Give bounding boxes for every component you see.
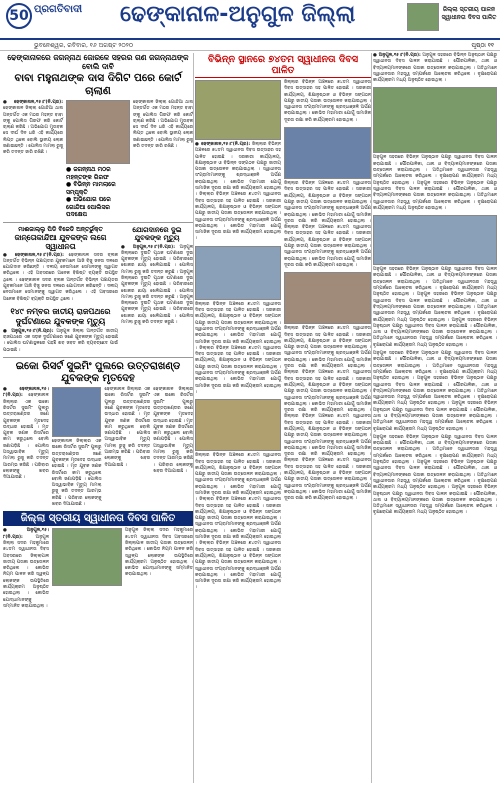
lead-bullet: ● ଜଗନ୍ନାଥ ମଠର ମହନ୍ତଙ୍କ ଗିରଫ [66,166,111,181]
newspaper-name: ପ୍ରଗତିବାଦୀ [34,4,83,15]
centre2-headline: ଯୋଗଦାନରେ ଦୁଇ ଯୁବକଙ୍କ ମୃତ୍ୟୁ [132,225,182,242]
district-text: ଅନୁଗୁଳ ଜିଲ୍ଲା ସଦର ମହକୁମାରେ ୭୪ତମ ସ୍ୱାଧୀନତା ଦିବସ ଅବସରରେ ଜିଲ୍ଲାପାଳ ଜାତୀୟ ପତାକା ଉତ୍ତୋଳନ କରିଥିଲେ । କୋଭିଡ ନିୟମ ପାଳନ କରି ସ୍ୱଳ୍ପ ଲୋକଙ୍କ ଉପସ୍ଥିତିରେ କାର୍ଯ୍ୟକ୍ରମ ଅନୁଷ୍ଠିତ ହୋଇଥିଲା । କୋଭିଡ ଯୋଦ୍ଧାମାନଙ୍କୁ ସମ୍ମାନିତ କରାଯାଇଥିଲା । [3,534,49,609]
column-rule [193,53,194,783]
eco-text: ଢେଙ୍କାନାଳ ଜିଲ୍ଲାର ଏକ ଇକୋ ରିସର୍ଟର ସୁଇମିଂ ପୁଲରୁ ଉତ୍ତରାଖଣ୍ଡର ଜଣେ ଯୁବକଙ୍କ ମୃତଦେହ ଉଦ୍ଧାର ହୋଇଛି । ମୃତ ଯୁବକ ଜଣକ ରିସର୍ଟରେ କାମ କରୁଥିଲେ ବୋଲି ଜଣାପଡ଼ିଛି । ପୋଲିସ ଅସ୍ୱାଭାବିକ ମୃତ୍ୟୁ ମାମଲା ରୁଜୁ କରି ତଦନ୍ତ ଆରମ୍ଭ କରିଛି । ପରିବାର ଲୋକଙ୍କୁ ଖବର ଦିଆଯାଇଛି । [3,393,49,481]
right-text-cont3: ଅନୁଗୁଳ ସହରରେ ବିଭିନ୍ନ ଅନୁଷ୍ଠାନ ପକ୍ଷରୁ ସ୍ୱାଧୀନତା ଦିବସ ପାଳନ କରାଯାଇଛି । ପୌରପାଳିକା, ଥାନା ଓ ବିଦ୍ୟାଳୟମାନଙ୍କରେ ପତାକା ଉତ୍ତୋଳନ କରାଯାଇଥିଲା । ଅତିଥିମାନେ ସ୍ୱାଧୀନତାର ମହତ୍ତ୍ୱ ସମ୍ପର୍କରେ ଆଲୋଚନା କରିଥିଲେ । ବୃକ୍ଷରୋପଣ କାର୍ଯ୍ୟକ୍ରମ ମଧ୍ୟ ଅନୁଷ୍ଠିତ ହୋଇଥିଲା । [373,267,497,298]
left2-text: ଢେଙ୍କାନାଳ ସଦର ବ୍ଲକ ଅନ୍ତର୍ଗତ ବିଭିନ୍ନ ପଞ୍ଚାୟତର ଯୁବକମାନେ ଆଜି ବିଜୁ ଜନତା ଦଳରେ ଯୋଗଦାନ କରିଛନ୍ତି । ଦଳୀୟ ନେତାମାନେ ସେମାନଙ୍କୁ ସ୍ୱାଗତ କରିଥିଲେ । ଏହି ଅବସରରେ ଅନେକ ବିଶିଷ୍ଟ ବ୍ୟକ୍ତି ଉପସ୍ଥିତ ଥିଲେ । [3,252,118,283]
right-body-2 [373,155,497,212]
centre-text-cont6: ଜିଲ୍ଲାର ବିଭିନ୍ନ ଅଞ୍ଚଳରେ ୭୪ତମ ସ୍ୱାଧୀନତା ଦିବସ ଉତ୍ସାହର ସହ ପାଳିତ ହୋଇଛି । ସରକାରୀ କାର୍ଯ୍ୟାଳୟ, ଶିକ୍ଷାନୁଷ୍ଠାନ ଓ ବିଭିନ୍ନ ସଙ୍ଗଠନ ପକ୍ଷରୁ ଜାତୀୟ ପତାକା ଉତ୍ତୋଳନ କରାଯାଇଥିଲା । ସ୍ୱାଧୀନତା ସଂଗ୍ରାମୀମାନଙ୍କୁ ଶ୍ରଦ୍ଧାଞ୍ଜଳି ଅର୍ପଣ କରାଯାଇଥିଲା । କୋଭିଡ ମହାମାରୀ ଯୋଗୁଁ ସାମାଜିକ ଦୂରତା ରକ୍ଷା କରି କାର୍ଯ୍ୟକ୍ରମ ହୋଇଥିଲା । [195,541,282,591]
district-dateline: ● ଅନୁଗୁଳ,୧୫।୮(ନି.ପ୍ର): [3,528,49,540]
district-body [3,528,49,610]
right-text: ଅନୁଗୁଳ ସହରରେ ବିଭିନ୍ନ ଅନୁଷ୍ଠାନ ପକ୍ଷରୁ ସ୍ୱାଧୀନତା ଦିବସ ପାଳନ କରାଯାଇଛି । ପୌରପାଳିକା, ଥାନା ଓ ବିଦ୍ୟାଳୟମାନଙ୍କରେ ପତାକା ଉତ୍ତୋଳନ କରାଯାଇଥିଲା । ଅତିଥିମାନେ ସ୍ୱାଧୀନତାର ମହତ୍ତ୍ୱ ସମ୍ପର୍କରେ ଆଲୋଚନା କରିଥିଲେ । ବୃକ୍ଷରୋପଣ କାର୍ଯ୍ୟକ୍ରମ ମଧ୍ୟ ଅନୁଷ୍ଠିତ ହୋଇଥିଲା । [373,53,497,84]
centre-body-5 [195,453,281,592]
newspaper-logo: 50 [6,3,32,29]
eco-photo [52,387,102,437]
lead-body [3,100,63,219]
right-dateline: ● ଅନୁଗୁଳ,୧୫।୮(ନି.ପ୍ର): [373,53,421,58]
eco-body [3,387,49,508]
centre-body-4 [284,181,371,269]
lead-text-cont: ଢେଙ୍କାନାଳ ଜିଲ୍ଲା ଗୋନ୍ଦିଆ ଥାନା ଅନ୍ତର୍ଗତ ଏକ ମଠର ମହନ୍ତ ବାବା ଙ୍କୁ ପୋଲିସ ଗିରଫ କରି କୋର୍ଟ ଚାଲାଣ କରିଛି । ଅଭିଯୋଗ ମୁତାବକ ସେ ଦୀର୍ଘ ଦିନ ଧରି ଏହି କାର୍ଯ୍ୟରେ ଲିପ୍ତ ଥିଲେ ବୋଲି ସ୍ଥାନୀୟ ଲୋକ ଜଣାଇଛନ୍ତି । ପୋଲିସ ମାମଲା ରୁଜୁ କରି ତଦନ୍ତ ଜାରି ରଖିଛି । [133,100,193,150]
lead-body-cont [133,100,193,219]
centre-photo-5 [195,399,281,451]
centre-body-1 [195,142,281,243]
centre-text-cont: ଜିଲ୍ଲାର ବିଭିନ୍ନ ଅଞ୍ଚଳରେ ୭୪ତମ ସ୍ୱାଧୀନତା ଦିବସ ଉତ୍ସାହର ସହ ପାଳିତ ହୋଇଛି । ସରକାରୀ କାର୍ଯ୍ୟାଳୟ, ଶିକ୍ଷାନୁଷ୍ଠାନ ଓ ବିଭିନ୍ନ ସଙ୍ଗଠନ ପକ୍ଷରୁ ଜାତୀୟ ପତାକା ଉତ୍ତୋଳନ କରାଯାଇଥିଲା । ସ୍ୱାଧୀନତା ସଂଗ୍ରାମୀମାନଙ୍କୁ ଶ୍ରଦ୍ଧାଞ୍ଜଳି ଅର୍ପଣ କରାଯାଇଥିଲା । କୋଭିଡ ମହାମାରୀ ଯୋଗୁଁ ସାମାଜିକ ଦୂରତା ରକ୍ଷା କରି କାର୍ଯ୍ୟକ୍ରମ ହୋଇଥିଲା । [195,192,282,242]
column-rule [371,53,372,783]
centre2-body [121,245,193,327]
centre2-dateline: ● ଅନୁଗୁଳ,୧୫।୮(ନି.ପ୍ର): [121,244,175,250]
centre-body-6 [284,326,371,502]
lead-bullet: ● ବିଭିନ୍ନ ମାମଲାରେ ସମ୍ପୃକ୍ତି [66,181,116,196]
centre-photo-2 [284,127,371,179]
lead-dateline: ● ଢେଙ୍କାନାଳ,୧୫।୮(ନି.ପ୍ର): [3,100,63,105]
right-text-cont11: ଅନୁଗୁଳ ସହରରେ ବିଭିନ୍ନ ଅନୁଷ୍ଠାନ ପକ୍ଷରୁ ସ୍ୱାଧୀନତା ଦିବସ ପାଳନ କରାଯାଇଛି । ପୌରପାଳିକା, ଥାନା ଓ ବିଦ୍ୟାଳୟମାନଙ୍କରେ ପତାକା ଉତ୍ତୋଳନ କରାଯାଇଥିଲା । ଅତିଥିମାନେ ସ୍ୱାଧୀନତାର ମହତ୍ତ୍ୱ ସମ୍ପର୍କରେ ଆଲୋଚନା କରିଥିଲେ । ବୃକ୍ଷରୋପଣ କାର୍ଯ୍ୟକ୍ରମ ମଧ୍ୟ ଅନୁଷ୍ଠିତ ହୋଇଥିଲା । [373,485,497,516]
right-text-cont4: ଅନୁଗୁଳ ସହରରେ ବିଭିନ୍ନ ଅନୁଷ୍ଠାନ ପକ୍ଷରୁ ସ୍ୱାଧୀନତା ଦିବସ ପାଳନ କରାଯାଇଛି । ପୌରପାଳିକା, ଥାନା ଓ ବିଦ୍ୟାଳୟମାନଙ୍କରେ ପତାକା ଉତ୍ତୋଳନ କରାଯାଇଥିଲା । ଅତିଥିମାନେ ସ୍ୱାଧୀନତାର ମହତ୍ତ୍ୱ ସମ୍ପର୍କରେ ଆଲୋଚନା କରିଥିଲେ । ବୃକ୍ଷରୋପଣ କାର୍ଯ୍ୟକ୍ରମ ମଧ୍ୟ ଅନୁଷ୍ଠିତ ହୋଇଥିଲା । [373,292,497,323]
left3-text: ଅନୁଗୁଳ ଜିଲ୍ଲା ଅନ୍ତର୍ଗତ ଜାତୀୟ ରାଜପଥରେ ଏକ ସଡ଼କ ଦୁର୍ଘଟଣାରେ ଜଣେ ଯୁବକଙ୍କ ମୃତ୍ୟୁ ହୋଇଛି । ପୋଲିସ ଘଟଣାସ୍ଥଳରେ ପହଞ୍ଚି ଶବ ଜବତ କରି ବ୍ୟବଚ୍ଛେଦ ପାଇଁ ପଠାଇଛି । [3,328,118,353]
divider [3,357,193,358]
centre-text-b6: ଜିଲ୍ଲାର ବିଭିନ୍ନ ଅଞ୍ଚଳରେ ୭୪ତମ ସ୍ୱାଧୀନତା ଦିବସ ଉତ୍ସାହର ସହ ପାଳିତ ହୋଇଛି । ସରକାରୀ କାର୍ଯ୍ୟାଳୟ, ଶିକ୍ଷାନୁଷ୍ଠାନ ଓ ବିଭିନ୍ନ ସଙ୍ଗଠନ ପକ୍ଷରୁ ଜାତୀୟ ପତାକା ଉତ୍ତୋଳନ କରାଯାଇଥିଲା । ସ୍ୱାଧୀନତା ସଂଗ୍ରାମୀମାନଙ୍କୁ ଶ୍ରଦ୍ଧାଞ୍ଜଳି ଅର୍ପଣ କରାଯାଇଥିଲା । କୋଭିଡ ମହାମାରୀ ଯୋଗୁଁ ସାମାଜିକ ଦୂରତା ରକ୍ଷା କରି କାର୍ଯ୍ୟକ୍ରମ ହୋଇଥିଲା । [284,414,371,458]
eco-dateline: ● ଢେଙ୍କାନାଳ,୧୫।୮(ନି.ପ୍ର): [3,387,49,399]
right-text-cont8: ଅନୁଗୁଳ ସହରରେ ବିଭିନ୍ନ ଅନୁଷ୍ଠାନ ପକ୍ଷରୁ ସ୍ୱାଧୀନତା ଦିବସ ପାଳନ କରାଯାଇଛି । ପୌରପାଳିକା, ଥାନା ଓ ବିଦ୍ୟାଳୟମାନଙ୍କରେ ପତାକା ଉତ୍ତୋଳନ କରାଯାଇଥିଲା । ଅତିଥିମାନେ ସ୍ୱାଧୀନତାର ମହତ୍ତ୍ୱ ସମ୍ପର୍କରେ ଆଲୋଚନା କରିଥିଲେ । ବୃକ୍ଷରୋପଣ କାର୍ଯ୍ୟକ୍ରମ ମଧ୍ୟ ଅନୁଷ୍ଠିତ ହୋଇଥିଲା । [373,401,497,432]
centre-photo-4 [284,272,371,324]
eco-text-cont2: ଢେଙ୍କାନାଳ ଜିଲ୍ଲାର ଏକ ଇକୋ ରିସର୍ଟର ସୁଇମିଂ ପୁଲରୁ ଉତ୍ତରାଖଣ୍ଡର ଜଣେ ଯୁବକଙ୍କ ମୃତଦେହ ଉଦ୍ଧାର ହୋଇଛି । ମୃତ ଯୁବକ ଜଣକ ରିସର୍ଟରେ କାମ କରୁଥିଲେ ବୋଲି ଜଣାପଡ଼ିଛି । ପୋଲିସ ଅସ୍ୱାଭାବିକ ମୃତ୍ୟୁ ମାମଲା ରୁଜୁ କରି ତଦନ୍ତ ଆରମ୍ଭ କରିଛି । ପରିବାର ଲୋକଙ୍କୁ ଖବର ଦିଆଯାଇଛି । [104,387,151,468]
issue-dateline: ଭୁବନେଶ୍ୱର, ରବିବାର, ୧୬ ଅଗଷ୍ଟ ୨୦୨୦ [0,41,500,51]
centre-text: ଜିଲ୍ଲାର ବିଭିନ୍ନ ଅଞ୍ଚଳରେ ୭୪ତମ ସ୍ୱାଧୀନତା ଦିବସ ଉତ୍ସାହର ସହ ପାଳିତ ହୋଇଛି । ସରକାରୀ କାର୍ଯ୍ୟାଳୟ, ଶିକ୍ଷାନୁଷ୍ଠାନ ଓ ବିଭିନ୍ନ ସଙ୍ଗଠନ ପକ୍ଷରୁ ଜାତୀୟ ପତାକା ଉତ୍ତୋଳନ କରାଯାଇଥିଲା । ସ୍ୱାଧୀନତା ସଂଗ୍ରାମୀମାନଙ୍କୁ ଶ୍ରଦ୍ଧାଞ୍ଜଳି ଅର୍ପଣ କରାଯାଇଥିଲା । କୋଭିଡ ମହାମାରୀ ଯୋଗୁଁ ସାମାଜିକ ଦୂରତା ରକ୍ଷା କରି କାର୍ଯ୍ୟକ୍ରମ ହୋଇଥିଲା । [195,142,281,198]
left3-body [3,329,118,354]
district-text-cont: ଅନୁଗୁଳ ଜିଲ୍ଲା ସଦର ମହକୁମାରେ ୭୪ତମ ସ୍ୱାଧୀନତା ଦିବସ ଅବସରରେ ଜିଲ୍ଲାପାଳ ଜାତୀୟ ପତାକା ଉତ୍ତୋଳନ କରିଥିଲେ । କୋଭିଡ ନିୟମ ପାଳନ କରି ସ୍ୱଳ୍ପ ଲୋକଙ୍କ ଉପସ୍ଥିତିରେ କାର୍ଯ୍ୟକ୍ରମ ଅନୁଷ୍ଠିତ ହୋଇଥିଲା । କୋଭିଡ ଯୋଦ୍ଧାମାନଙ୍କୁ ସମ୍ମାନିତ କରାଯାଇଥିଲା । [125,528,193,578]
lead-headline: ଢେଙ୍କାନାଳରେ ଜଗନ୍ନାଥ ଜୋରଳେ ସହରର ଗଣ ଜଗନ୍ନାଥଙ୍କ ବୋଲି ଦାବି [7,53,189,71]
left3-headline: ୧୪୯ ନମ୍ବର ଜାତୀୟ ରାଜପଥରେ ଦୁର୍ଘଟଣାରେ ଯୁବକଙ୍କ ମୃତ୍ୟୁ [10,306,111,326]
page-title: ଢେଙ୍କାନାଳ-ଅନୁଗୁଳ ଜିଲ୍ଲା [120,2,356,27]
right-photo-1 [373,87,497,153]
eco-text-cont3: ଢେଙ୍କାନାଳ ଜିଲ୍ଲାର ଏକ ଇକୋ ରିସର୍ଟର ସୁଇମିଂ ପୁଲରୁ ଉତ୍ତରାଖଣ୍ଡର ଜଣେ ଯୁବକଙ୍କ ମୃତଦେହ ଉଦ୍ଧାର ହୋଇଛି । ମୃତ ଯୁବକ ଜଣକ ରିସର୍ଟରେ କାମ କରୁଥିଲେ ବୋଲି ଜଣାପଡ଼ିଛି । ପୋଲିସ ଅସ୍ୱାଭାବିକ ମୃତ୍ୟୁ ମାମଲା ରୁଜୁ କରି ତଦନ୍ତ ଆରମ୍ଭ କରିଛି । ପରିବାର ଲୋକଙ୍କୁ ଖବର ଦିଆଯାଇଛି । [153,387,193,474]
divider [3,222,193,223]
right-column [373,53,497,517]
left-column [3,53,193,610]
centre-text-b3: ଜିଲ୍ଲାର ବିଭିନ୍ନ ଅଞ୍ଚଳରେ ୭୪ତମ ସ୍ୱାଧୀନତା ଦିବସ ଉତ୍ସାହର ସହ ପାଳିତ ହୋଇଛି । ସରକାରୀ କାର୍ଯ୍ୟାଳୟ, ଶିକ୍ଷାନୁଷ୍ଠାନ ଓ ବିଭିନ୍ନ ସଙ୍ଗଠନ ପକ୍ଷରୁ ଜାତୀୟ ପତାକା ଉତ୍ତୋଳନ କରାଯାଇଥିଲା । ସ୍ୱାଧୀନତା ସଂଗ୍ରାମୀମାନଙ୍କୁ ଶ୍ରଦ୍ଧାଞ୍ଜଳି ଅର୍ପଣ କରାଯାଇଥିଲା । କୋଭିଡ ମହାମାରୀ ଯୋଗୁଁ ସାମାଜିକ ଦୂରତା ରକ୍ଷା କରି କାର୍ଯ୍ୟକ୍ରମ ହୋଇଥିଲା । [284,225,371,268]
left2-body [3,253,118,303]
centre2-text-cont2: ଅନୁଗୁଳ ଜିଲ୍ଲାରେ ଦୁଇଟି ପୃଥକ ଘଟଣାରେ ଦୁଇ ଯୁବକଙ୍କ ମୃତ୍ୟୁ ହୋଇଛି । ପରିବାରରେ ଶୋକର ଛାୟା ଖେଳିଯାଇଛି । ପୋଲିସ ମାମଲା ରୁଜୁ କରି ତଦନ୍ତ କରୁଛି । [121,294,194,326]
centre-text-b2: ଜିଲ୍ଲାର ବିଭିନ୍ନ ଅଞ୍ଚଳରେ ୭୪ତମ ସ୍ୱାଧୀନତା ଦିବସ ଉତ୍ସାହର ସହ ପାଳିତ ହୋଇଛି । ସରକାରୀ କାର୍ଯ୍ୟାଳୟ, ଶିକ୍ଷାନୁଷ୍ଠାନ ଓ ବିଭିନ୍ନ ସଙ୍ଗଠନ ପକ୍ଷରୁ ଜାତୀୟ ପତାକା ଉତ୍ତୋଳନ କରାଯାଇଥିଲା । ସ୍ୱାଧୀନତା ସଂଗ୍ରାମୀମାନଙ୍କୁ ଶ୍ରଦ୍ଧାଞ୍ଜଳି ଅର୍ପଣ କରାଯାଇଥିଲା । କୋଭିଡ ମହାମାରୀ ଯୋଗୁଁ ସାମାଜିକ ଦୂରତା ରକ୍ଷା କରି କାର୍ଯ୍ୟକ୍ରମ ହୋଇଥିଲା । [284,181,371,224]
centre-text-b4: ଜିଲ୍ଲାର ବିଭିନ୍ନ ଅଞ୍ଚଳରେ ୭୪ତମ ସ୍ୱାଧୀନତା ଦିବସ ଉତ୍ସାହର ସହ ପାଳିତ ହୋଇଛି । ସରକାରୀ କାର୍ଯ୍ୟାଳୟ, ଶିକ୍ଷାନୁଷ୍ଠାନ ଓ ବିଭିନ୍ନ ସଙ୍ଗଠନ ପକ୍ଷରୁ ଜାତୀୟ ପତାକା ଉତ୍ତୋଳନ କରାଯାଇଥିଲା । ସ୍ୱାଧୀନତା ସଂଗ୍ରାମୀମାନଙ୍କୁ ଶ୍ରଦ୍ଧାଞ୍ଜଳି ଅର୍ପଣ କରାଯାଇଥିଲା । କୋଭିଡ ମହାମାରୀ ଯୋଗୁଁ ସାମାଜିକ ଦୂରତା ରକ୍ଷା କରି କାର୍ଯ୍ୟକ୍ରମ ହୋଇଥିଲା । [284,326,371,370]
eco-body-cont2 [104,387,150,508]
lead-bullet: ● ଅଭିଯୋଗ ପରେ ଗୋନ୍ଦିଆ ପୋଲିସର ପଦକ୍ଷେପ [66,196,111,218]
left2-dateline: ● ଢେଙ୍କାନାଳ,୧୫।୮(ନି.ପ୍ର): [3,252,64,258]
eco-body-cont3 [153,387,193,508]
centre-text-cont3: ଜିଲ୍ଲାର ବିଭିନ୍ନ ଅଞ୍ଚଳରେ ୭୪ତମ ସ୍ୱାଧୀନତା ଦିବସ ଉତ୍ସାହର ସହ ପାଳିତ ହୋଇଛି । ସରକାରୀ କାର୍ଯ୍ୟାଳୟ, ଶିକ୍ଷାନୁଷ୍ଠାନ ଓ ବିଭିନ୍ନ ସଙ୍ଗଠନ ପକ୍ଷରୁ ଜାତୀୟ ପତାକା ଉତ୍ତୋଳନ କରାଯାଇଥିଲା । ସ୍ୱାଧୀନତା ସଂଗ୍ରାମୀମାନଙ୍କୁ ଶ୍ରଦ୍ଧାଞ୍ଜଳି ଅର୍ପଣ କରାଯାଇଥିଲା । କୋଭିଡ ମହାମାରୀ ଯୋଗୁଁ ସାମାଜିକ ଦୂରତା ରକ୍ଷା କରି କାର୍ଯ୍ୟକ୍ରମ ହୋଇଥିଲା । [195,345,282,395]
district-body-cont [125,528,193,610]
district-banner: ଜିଲ୍ଲା ସ୍ତରୀୟ ସ୍ୱାଧୀନତା ଦିବସ ପାଳିତ [3,511,193,526]
middle-column [195,53,371,592]
right-photo-2 [373,215,497,265]
page-number: ପୃଷ୍ଠା ୧୧ [471,42,494,49]
right-text-cont6: ଅନୁଗୁଳ ସହରରେ ବିଭିନ୍ନ ଅନୁଷ୍ଠାନ ପକ୍ଷରୁ ସ୍ୱାଧୀନତା ଦିବସ ପାଳନ କରାଯାଇଛି । ପୌରପାଳିକା, ଥାନା ଓ ବିଦ୍ୟାଳୟମାନଙ୍କରେ ପତାକା ଉତ୍ତୋଳନ କରାଯାଇଥିଲା । ଅତିଥିମାନେ ସ୍ୱାଧୀନତାର ମହତ୍ତ୍ୱ ସମ୍ପର୍କରେ ଆଲୋଚନା କରିଥିଲେ । ବୃକ୍ଷରୋପଣ କାର୍ଯ୍ୟକ୍ରମ ମଧ୍ୟ ଅନୁଷ୍ଠିତ ହୋଇଥିଲା । [373,351,497,382]
left2-headline: ମାଈଜାଲ୍ଲୁ ପିଡି ବିଜେଡି ଅନ୍ତର୍ଭୁକ୍ତ [18,225,103,233]
centre-banner: ବିଭିନ୍ନ ସ୍ଥାନରେ ୭୪ତମ ସ୍ୱାଧୀନତା ଦିବସ ପାଳିତ [195,53,371,78]
centre-text-b5: ଜିଲ୍ଲାର ବିଭିନ୍ନ ଅଞ୍ଚଳରେ ୭୪ତମ ସ୍ୱାଧୀନତା ଦିବସ ଉତ୍ସାହର ସହ ପାଳିତ ହୋଇଛି । ସରକାରୀ କାର୍ଯ୍ୟାଳୟ, ଶିକ୍ଷାନୁଷ୍ଠାନ ଓ ବିଭିନ୍ନ ସଙ୍ଗଠନ ପକ୍ଷରୁ ଜାତୀୟ ପତାକା ଉତ୍ତୋଳନ କରାଯାଇଥିଲା । ସ୍ୱାଧୀନତା ସଂଗ୍ରାମୀମାନଙ୍କୁ ଶ୍ରଦ୍ଧାଞ୍ଜଳି ଅର୍ପଣ କରାଯାଇଥିଲା । କୋଭିଡ ମହାମାରୀ ଯୋଗୁଁ ସାମାଜିକ ଦୂରତା ରକ୍ଷା କରି କାର୍ଯ୍ୟକ୍ରମ ହୋଇଥିଲା । [284,370,371,414]
centre-photo-1 [195,80,281,140]
right-text-cont7: ଅନୁଗୁଳ ସହରରେ ବିଭିନ୍ନ ଅନୁଷ୍ଠାନ ପକ୍ଷରୁ ସ୍ୱାଧୀନତା ଦିବସ ପାଳନ କରାଯାଇଛି । ପୌରପାଳିକା, ଥାନା ଓ ବିଦ୍ୟାଳୟମାନଙ୍କରେ ପତାକା ଉତ୍ତୋଳନ କରାଯାଇଥିଲା । ଅତିଥିମାନେ ସ୍ୱାଧୀନତାର ମହତ୍ତ୍ୱ ସମ୍ପର୍କରେ ଆଲୋଚନା କରିଥିଲେ । ବୃକ୍ଷରୋପଣ କାର୍ଯ୍ୟକ୍ରମ ମଧ୍ୟ ଅନୁଷ୍ଠିତ ହୋଇଥିଲା । [373,376,497,407]
right-body-1 [373,53,497,84]
right-text-cont2: ଅନୁଗୁଳ ସହରରେ ବିଭିନ୍ନ ଅନୁଷ୍ଠାନ ପକ୍ଷରୁ ସ୍ୱାଧୀନତା ଦିବସ ପାଳନ କରାଯାଇଛି । ପୌରପାଳିକା, ଥାନା ଓ ବିଦ୍ୟାଳୟମାନଙ୍କରେ ପତାକା ଉତ୍ତୋଳନ କରାଯାଇଥିଲା । ଅତିଥିମାନେ ସ୍ୱାଧୀନତାର ମହତ୍ତ୍ୱ ସମ୍ପର୍କରେ ଆଲୋଚନା କରିଥିଲେ । ବୃକ୍ଷରୋପଣ କାର୍ଯ୍ୟକ୍ରମ ମଧ୍ୟ ଅନୁଷ୍ଠିତ ହୋଇଥିଲା । [373,180,497,211]
centre-dateline: ● ଢେଙ୍କାନାଳ,୧୫।୮(ନି.ପ୍ର): [195,142,251,147]
lead-text: ଢେଙ୍କାନାଳ ଜିଲ୍ଲା ଗୋନ୍ଦିଆ ଥାନା ଅନ୍ତର୍ଗତ ଏକ ମଠର ମହନ୍ତ ବାବା ଙ୍କୁ ପୋଲିସ ଗିରଫ କରି କୋର୍ଟ ଚାଲାଣ କରିଛି । ଅଭିଯୋଗ ମୁତାବକ ସେ ଦୀର୍ଘ ଦିନ ଧରି ଏହି କାର୍ଯ୍ୟରେ ଲିପ୍ତ ଥିଲେ ବୋଲି ସ୍ଥାନୀୟ ଲୋକ ଜଣାଇଛନ୍ତି । ପୋଲିସ ମାମଲା ରୁଜୁ କରି ତଦନ୍ତ ଜାରି ରଖିଛି । [3,106,63,156]
centre-body-3 [195,302,281,396]
right-text-cont9: ଅନୁଗୁଳ ସହରରେ ବିଭିନ୍ନ ଅନୁଷ୍ଠାନ ପକ୍ଷରୁ ସ୍ୱାଧୀନତା ଦିବସ ପାଳନ କରାଯାଇଛି । ପୌରପାଳିକା, ଥାନା ଓ ବିଦ୍ୟାଳୟମାନଙ୍କରେ ପତାକା ଉତ୍ତୋଳନ କରାଯାଇଥିଲା । ଅତିଥିମାନେ ସ୍ୱାଧୀନତାର ମହତ୍ତ୍ୱ ସମ୍ପର୍କରେ ଆଲୋଚନା କରିଥିଲେ । ବୃକ୍ଷରୋପଣ କାର୍ଯ୍ୟକ୍ରମ ମଧ୍ୟ ଅନୁଷ୍ଠିତ ହୋଇଥିଲା । [373,434,497,466]
district-photo [52,528,122,586]
left2-text-cont: ଢେଙ୍କାନାଳ ସଦର ବ୍ଲକ ଅନ୍ତର୍ଗତ ବିଭିନ୍ନ ପଞ୍ଚାୟତର ଯୁବକମାନେ ଆଜି ବିଜୁ ଜନତା ଦଳରେ ଯୋଗଦାନ କରିଛନ୍ତି । ଦଳୀୟ ନେତାମାନେ ସେମାନଙ୍କୁ ସ୍ୱାଗତ କରିଥିଲେ । ଏହି ଅବସରରେ ଅନେକ ବିଶିଷ୍ଟ ବ୍ୟକ୍ତି ଉପସ୍ଥିତ ଥିଲେ । [3,277,118,302]
eco-headline: ଇକୋ ରିସର୍ଟ ସୁଇମିଂ ପୁଲରେ ଉତ୍ତରାଖଣ୍ଡ ଯୁବକଙ୍କ ମୃତଦେହ [15,361,181,385]
centre-text-cont4: ଜିଲ୍ଲାର ବିଭିନ୍ନ ଅଞ୍ଚଳରେ ୭୪ତମ ସ୍ୱାଧୀନତା ଦିବସ ଉତ୍ସାହର ସହ ପାଳିତ ହୋଇଛି । ସରକାରୀ କାର୍ଯ୍ୟାଳୟ, ଶିକ୍ଷାନୁଷ୍ଠାନ ଓ ବିଭିନ୍ନ ସଙ୍ଗଠନ ପକ୍ଷରୁ ଜାତୀୟ ପତାକା ଉତ୍ତୋଳନ କରାଯାଇଥିଲା । ସ୍ୱାଧୀନତା ସଂଗ୍ରାମୀମାନଙ୍କୁ ଶ୍ରଦ୍ଧାଞ୍ଜଳି ଅର୍ପଣ କରାଯାଇଥିଲା । କୋଭିଡ ମହାମାରୀ ଯୋଗୁଁ ସାମାଜିକ ଦୂରତା ରକ୍ଷା କରି କାର୍ଯ୍ୟକ୍ରମ ହୋଇଥିଲା । [195,453,281,503]
header-teaser: ଜିଲ୍ଲା ସ୍ତରୀୟ ପାଳନ ସ୍ୱାଧୀନତା ଦିବସ ପାଳିତ [441,6,497,21]
centre-body-2 [284,80,371,124]
centre2-text: ଅନୁଗୁଳ ଜିଲ୍ଲାରେ ଦୁଇଟି ପୃଥକ ଘଟଣାରେ ଦୁଇ ଯୁବକଙ୍କ ମୃତ୍ୟୁ ହୋଇଛି । ପରିବାରରେ ଶୋକର ଛାୟା ଖେଳିଯାଇଛି । ପୋଲିସ ମାମଲା ରୁଜୁ କରି ତଦନ୍ତ କରୁଛି । [121,244,193,275]
eco-text-cont: ଢେଙ୍କାନାଳ ଜିଲ୍ଲାର ଏକ ଇକୋ ରିସର୍ଟର ସୁଇମିଂ ପୁଲରୁ ଉତ୍ତରାଖଣ୍ଡର ଜଣେ ଯୁବକଙ୍କ ମୃତଦେହ ଉଦ୍ଧାର ହୋଇଛି । ମୃତ ଯୁବକ ଜଣକ ରିସର୍ଟରେ କାମ କରୁଥିଲେ ବୋଲି ଜଣାପଡ଼ିଛି । ପୋଲିସ ଅସ୍ୱାଭାବିକ ମୃତ୍ୟୁ ମାମଲା ରୁଜୁ କରି ତଦନ୍ତ ଆରମ୍ଭ କରିଛି । ପରିବାର ଲୋକଙ୍କୁ ଖବର ଦିଆଯାଇଛି । [51,439,102,508]
right-body-4 [373,351,497,433]
left2-subhead: ଜାନ୍ତୋକାନ୍ଦିଆ ଯୁବକଙ୍କ ଲଗେ ସ୍ୱାଧୀନତା [14,232,107,251]
right-text-cont: ଅନୁଗୁଳ ସହରରେ ବିଭିନ୍ନ ଅନୁଷ୍ଠାନ ପକ୍ଷରୁ ସ୍ୱାଧୀନତା ଦିବସ ପାଳନ କରାଯାଇଛି । ପୌରପାଳିକା, ଥାନା ଓ ବିଦ୍ୟାଳୟମାନଙ୍କରେ ପତାକା ଉତ୍ତୋଳନ କରାଯାଇଥିଲା । ଅତିଥିମାନେ ସ୍ୱାଧୀନତାର ମହତ୍ତ୍ୱ ସମ୍ପର୍କରେ ଆଲୋଚନା କରିଥିଲେ । ବୃକ୍ଷରୋପଣ କାର୍ଯ୍ୟକ୍ରମ ମଧ୍ୟ ଅନୁଷ୍ଠିତ ହୋଇଥିଲା । [373,155,497,186]
lead-photo [66,100,130,164]
eco-body-cont [52,439,102,508]
centre-text-b7: ଜିଲ୍ଲାର ବିଭିନ୍ନ ଅଞ୍ଚଳରେ ୭୪ତମ ସ୍ୱାଧୀନତା ଦିବସ ଉତ୍ସାହର ସହ ପାଳିତ ହୋଇଛି । ସରକାରୀ କାର୍ଯ୍ୟାଳୟ, ଶିକ୍ଷାନୁଷ୍ଠାନ ଓ ବିଭିନ୍ନ ସଙ୍ଗଠନ ପକ୍ଷରୁ ଜାତୀୟ ପତାକା ଉତ୍ତୋଳନ କରାଯାଇଥିଲା । ସ୍ୱାଧୀନତା ସଂଗ୍ରାମୀମାନଙ୍କୁ ଶ୍ରଦ୍ଧାଞ୍ଜଳି ଅର୍ପଣ କରାଯାଇଥିଲା । କୋଭିଡ ମହାମାରୀ ଯୋଗୁଁ ସାମାଜିକ ଦୂରତା ରକ୍ଷା କରି କାର୍ଯ୍ୟକ୍ରମ ହୋଇଥିଲା । [284,458,371,502]
lead-bullets [66,166,130,219]
centre-photo-3 [195,246,281,300]
centre-text-cont5: ଜିଲ୍ଲାର ବିଭିନ୍ନ ଅଞ୍ଚଳରେ ୭୪ତମ ସ୍ୱାଧୀନତା ଦିବସ ଉତ୍ସାହର ସହ ପାଳିତ ହୋଇଛି । ସରକାରୀ କାର୍ଯ୍ୟାଳୟ, ଶିକ୍ଷାନୁଷ୍ଠାନ ଓ ବିଭିନ୍ନ ସଙ୍ଗଠନ ପକ୍ଷରୁ ଜାତୀୟ ପତାକା ଉତ୍ତୋଳନ କରାଯାଇଥିଲା । ସ୍ୱାଧୀନତା ସଂଗ୍ରାମୀମାନଙ୍କୁ ଶ୍ରଦ୍ଧାଞ୍ଜଳି ଅର୍ପଣ କରାଯାଇଥିଲା । କୋଭିଡ ମହାମାରୀ ଯୋଗୁଁ ସାମାଜିକ ଦୂରତା ରକ୍ଷା କରି କାର୍ଯ୍ୟକ୍ରମ ହୋଇଥିଲା । [195,497,282,547]
centre-text-b1: ଜିଲ୍ଲାର ବିଭିନ୍ନ ଅଞ୍ଚଳରେ ୭୪ତମ ସ୍ୱାଧୀନତା ଦିବସ ଉତ୍ସାହର ସହ ପାଳିତ ହୋଇଛି । ସରକାରୀ କାର୍ଯ୍ୟାଳୟ, ଶିକ୍ଷାନୁଷ୍ଠାନ ଓ ବିଭିନ୍ନ ସଙ୍ଗଠନ ପକ୍ଷରୁ ଜାତୀୟ ପତାକା ଉତ୍ତୋଳନ କରାଯାଇଥିଲା । ସ୍ୱାଧୀନତା ସଂଗ୍ରାମୀମାନଙ୍କୁ ଶ୍ରଦ୍ଧାଞ୍ଜଳି ଅର୍ପଣ କରାଯାଇଥିଲା । କୋଭିଡ ମହାମାରୀ ଯୋଗୁଁ ସାମାଜିକ ଦୂରତା ରକ୍ଷା କରି କାର୍ଯ୍ୟକ୍ରମ ହୋଇଥିଲା । [284,80,371,123]
right-text-cont10: ଅନୁଗୁଳ ସହରରେ ବିଭିନ୍ନ ଅନୁଷ୍ଠାନ ପକ୍ଷରୁ ସ୍ୱାଧୀନତା ଦିବସ ପାଳନ କରାଯାଇଛି । ପୌରପାଳିକା, ଥାନା ଓ ବିଦ୍ୟାଳୟମାନଙ୍କରେ ପତାକା ଉତ୍ତୋଳନ କରାଯାଇଥିଲା । ଅତିଥିମାନେ ସ୍ୱାଧୀନତାର ମହତ୍ତ୍ୱ ସମ୍ପର୍କରେ ଆଲୋଚନା କରିଥିଲେ । ବୃକ୍ଷରୋପଣ କାର୍ଯ୍ୟକ୍ରମ ମଧ୍ୟ ଅନୁଷ୍ଠିତ ହୋଇଥିଲା । [373,460,497,491]
centre2-text-cont: ଅନୁଗୁଳ ଜିଲ୍ଲାରେ ଦୁଇଟି ପୃଥକ ଘଟଣାରେ ଦୁଇ ଯୁବକଙ୍କ ମୃତ୍ୟୁ ହୋଇଛି । ପରିବାରରେ ଶୋକର ଛାୟା ଖେଳିଯାଇଛି । ପୋଲିସ ମାମଲା ରୁଜୁ କରି ତଦନ୍ତ କରୁଛି । [121,269,194,300]
right-body-5 [373,435,497,517]
lead-subhead: ବାବା ମହୁନାଥଙ୍କ ଦାସ ଦିଗିଟ ପରେ କୋର୍ଟ ଚାଲାଣ [14,72,182,97]
header-photo [407,3,439,31]
left3-dateline: ● ଅନୁଗୁଳ,୧୫।୮(ନି.ପ୍ର): [3,328,54,334]
right-body-3 [373,267,497,349]
centre-text-cont2: ଜିଲ୍ଲାର ବିଭିନ୍ନ ଅଞ୍ଚଳରେ ୭୪ତମ ସ୍ୱାଧୀନତା ଦିବସ ଉତ୍ସାହର ସହ ପାଳିତ ହୋଇଛି । ସରକାରୀ କାର୍ଯ୍ୟାଳୟ, ଶିକ୍ଷାନୁଷ୍ଠାନ ଓ ବିଭିନ୍ନ ସଙ୍ଗଠନ ପକ୍ଷରୁ ଜାତୀୟ ପତାକା ଉତ୍ତୋଳନ କରାଯାଇଥିଲା । ସ୍ୱାଧୀନତା ସଂଗ୍ରାମୀମାନଙ୍କୁ ଶ୍ରଦ୍ଧାଞ୍ଜଳି ଅର୍ପଣ କରାଯାଇଥିଲା । କୋଭିଡ ମହାମାରୀ ଯୋଗୁଁ ସାମାଜିକ ଦୂରତା ରକ୍ଷା କରି କାର୍ଯ୍ୟକ୍ରମ ହୋଇଥିଲା । [195,301,281,351]
right-text-cont5: ଅନୁଗୁଳ ସହରରେ ବିଭିନ୍ନ ଅନୁଷ୍ଠାନ ପକ୍ଷରୁ ସ୍ୱାଧୀନତା ଦିବସ ପାଳନ କରାଯାଇଛି । ପୌରପାଳିକା, ଥାନା ଓ ବିଦ୍ୟାଳୟମାନଙ୍କରେ ପତାକା ଉତ୍ତୋଳନ କରାଯାଇଥିଲା । ଅତିଥିମାନେ ସ୍ୱାଧୀନତାର ମହତ୍ତ୍ୱ ସମ୍ପର୍କରେ ଆଲୋଚନା କରିଥିଲେ । ବୃକ୍ଷରୋପଣ କାର୍ଯ୍ୟକ୍ରମ ମଧ୍ୟ ଅନୁଷ୍ଠିତ ହୋଇଥିଲା । [373,317,497,348]
